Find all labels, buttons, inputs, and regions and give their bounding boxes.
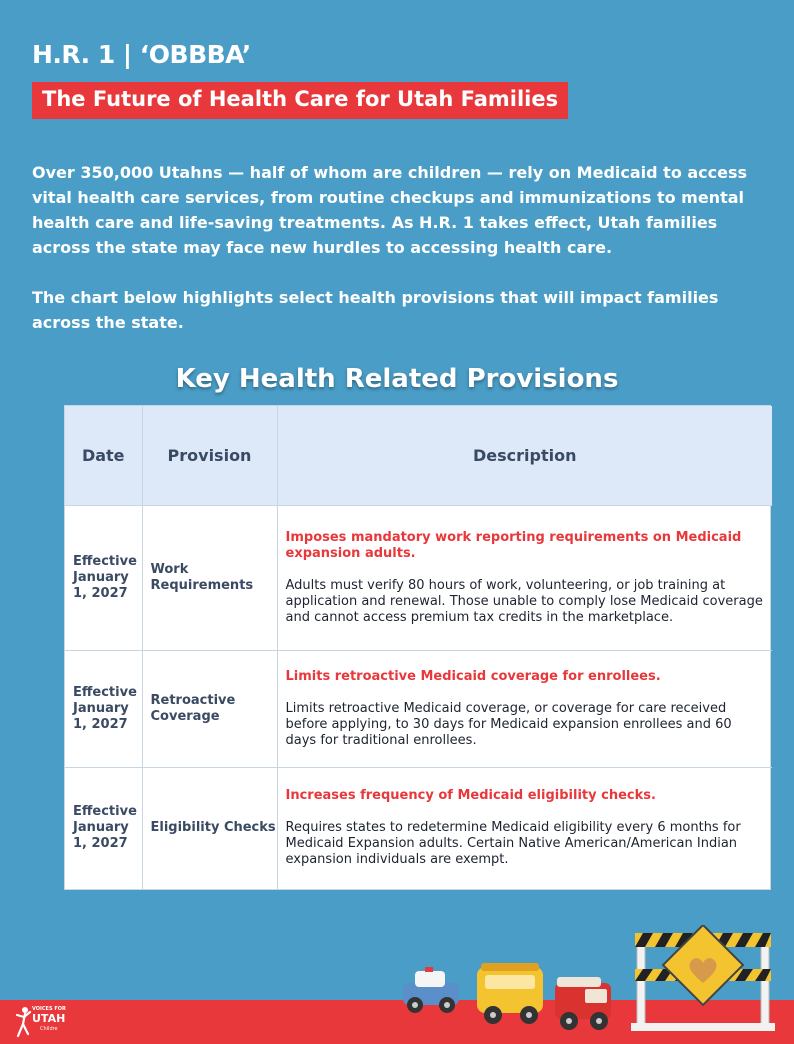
road-barrier-icon — [631, 925, 775, 1031]
row-description — [277, 650, 772, 767]
jumping-child-icon — [16, 1006, 32, 1040]
intro-paragraph-2: The chart below highlights select health provisions that will impact families across the state. — [32, 288, 719, 332]
table-row — [65, 505, 772, 650]
description-body: Requires states to redetermine Medicaid eligibility every 6 months for Medicaid Expansion adults. Certain Native American/American Indian expansion individuals are exempt. — [285, 820, 741, 868]
logo-line-3: Childre — [40, 1026, 58, 1032]
description-highlight: Limits retroactive Medicaid coverage for enrollees. — [285, 668, 661, 684]
toy-vehicles-illustration — [395, 925, 775, 1035]
row-date: Effective January 1, 2027 — [65, 505, 142, 650]
page-subtitle-banner: The Future of Health Care for Utah Families — [32, 82, 568, 119]
voices-for-utah-children-logo — [16, 1004, 76, 1040]
row-description — [277, 767, 772, 889]
intro-paragraph-1: Over 350,000 Utahns — half of whom are children — rely on Medicaid to access vital health care services, from routine checkups and immunizations to mental health care and life-saving treatments. As H.R. 1 takes effect, Utah families across the state may face new hurdles to accessing health care. — [32, 163, 748, 257]
row-date: Effective January 1, 2027 — [65, 767, 142, 889]
description-highlight: Increases frequency of Medicaid eligibility checks. — [285, 788, 656, 804]
intro-text — [32, 160, 762, 335]
row-description — [277, 505, 772, 650]
toy-fire-truck-icon — [555, 977, 611, 1030]
header-description: Description — [277, 406, 772, 505]
row-provision: Work Requirements — [142, 505, 277, 650]
toy-police-car-icon — [403, 967, 459, 1013]
row-provision: Eligibility Checks — [142, 767, 277, 889]
toy-bus-icon — [477, 963, 543, 1024]
description-body: Limits retroactive Medicaid coverage, or coverage for care received before applying, to 30 days for Medicaid expansion enrollees and 60 days for traditional enrollees. — [285, 700, 732, 748]
table-header-row — [65, 406, 772, 505]
description-body: Adults must verify 80 hours of work, volunteering, or job training at application and renewal. Those unable to comply lose Medicaid coverage and cannot access premium tax credits in the marketplace. — [285, 577, 763, 625]
header-date: Date — [65, 406, 142, 505]
logo-line-2: UTAH — [32, 1012, 66, 1025]
logo-line-1: VOICES FOR — [32, 1006, 66, 1012]
header-provision: Provision — [142, 406, 277, 505]
table-row — [65, 650, 772, 767]
description-highlight: Imposes mandatory work reporting requirements on Medicaid expansion adults. — [285, 529, 742, 561]
provisions-table — [64, 405, 771, 890]
row-provision: Retroactive Coverage — [142, 650, 277, 767]
row-date: Effective January 1, 2027 — [65, 650, 142, 767]
table-row — [65, 767, 772, 889]
page-title: H.R. 1 | ‘OBBBA’ — [32, 40, 251, 69]
section-heading: Key Health Related Provisions — [175, 364, 619, 394]
